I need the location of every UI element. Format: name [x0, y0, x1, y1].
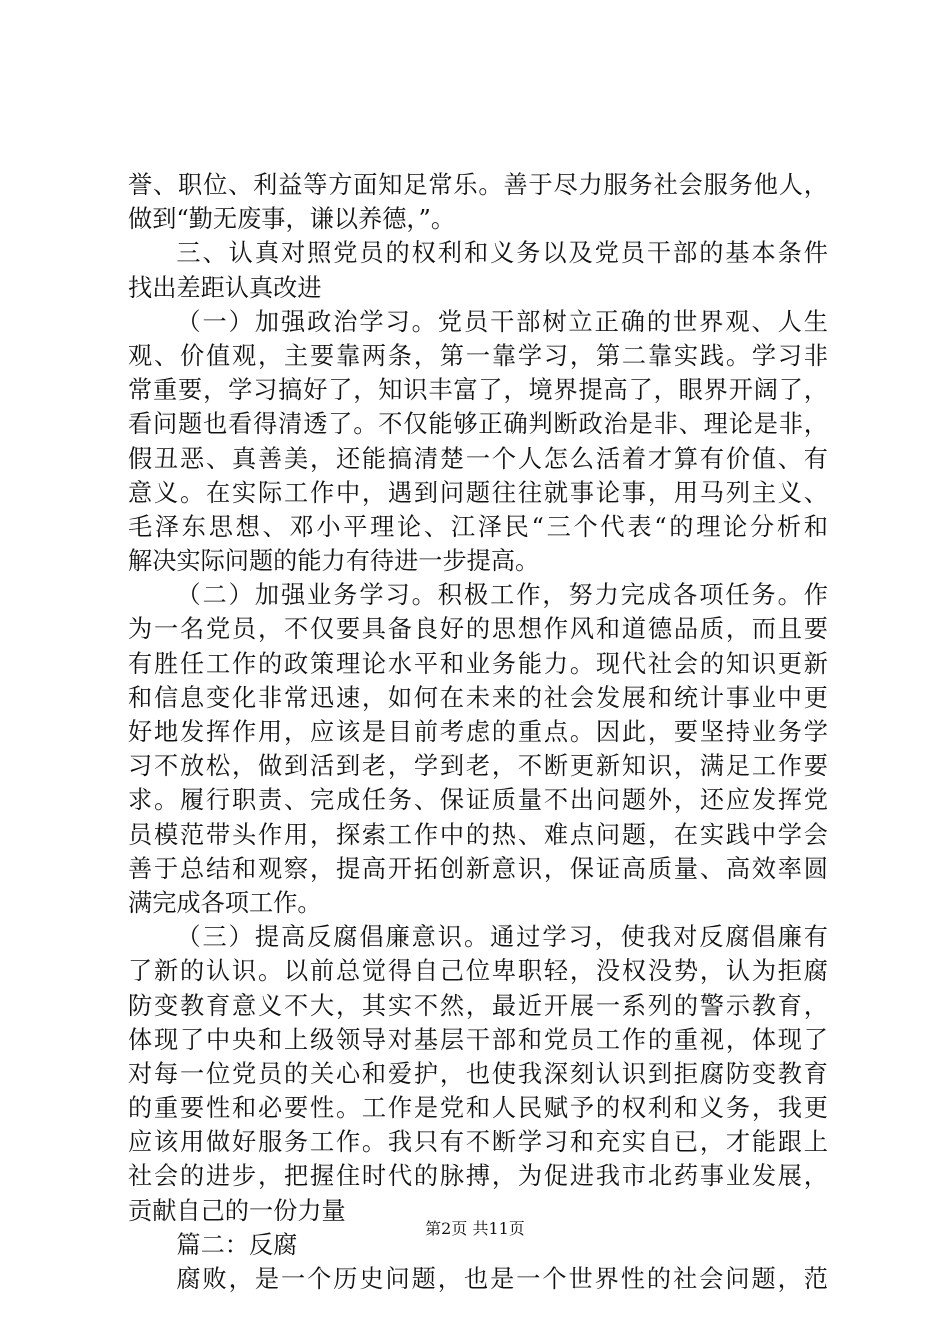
text-line: 防变教育意义不大，其实不然，最近开展一系列的警示教育， — [128, 991, 828, 1020]
text-line: 做到“勤无废事，谦以养德，”。 — [128, 205, 456, 234]
text-line: 意义。在实际工作中，遇到问题往往就事论事，用马列主义、 — [128, 478, 828, 507]
text-line: 腐败，是一个历史问题，也是一个世界性的社会问题，范 — [176, 1265, 828, 1293]
text-line: 社会的进步，把握住时代的脉搏，为促进我市北药事业发展， — [128, 1162, 828, 1191]
text-line: 和信息变化非常迅速，如何在未来的社会发展和统计事业中更 — [128, 683, 828, 712]
page-footer: 第2页 共11页 — [425, 1219, 525, 1238]
text-line: 毛泽东思想、邓小平理论、江泽民“三个代表“的理论分析和 — [128, 512, 828, 541]
text-line: 的重要性和必要性。工作是党和人民赋予的权利和义务，我更 — [128, 1094, 828, 1123]
text-line: （二）加强业务学习。积极工作，努力完成各项任务。作 — [176, 581, 828, 610]
text-line: 善于总结和观察，提高开拓创新意识，保证高质量、高效率圆 — [128, 854, 828, 883]
text-line: 有胜任工作的政策理论水平和业务能力。现代社会的知识更新 — [128, 649, 828, 678]
text-line: 篇二：反腐 — [176, 1230, 298, 1259]
text-line: 了新的认识。以前总觉得自己位卑职轻，没权没势，认为拒腐 — [128, 957, 828, 986]
text-line: 体现了中央和上级领导对基层干部和党员工作的重视，体现了 — [128, 1025, 828, 1054]
text-line: 好地发挥作用，应该是目前考虑的重点。因此，要坚持业务学 — [128, 718, 828, 746]
text-line: （一）加强政治学习。党员干部树立正确的世界观、人生 — [176, 307, 828, 336]
text-line: 找出差距认真改进 — [128, 273, 322, 302]
text-line: 观、价值观，主要靠两条，第一靠学习，第二靠实践。学习非 — [128, 341, 828, 370]
text-line: 贡献自己的一份力量 — [128, 1196, 346, 1225]
text-line: 为一名党员，不仅要具备良好的思想作风和道德品质，而且要 — [128, 615, 828, 644]
text-line: 满完成各项工作。 — [128, 888, 322, 917]
text-line: 常重要，学习搞好了，知识丰富了，境界提高了，眼界开阔了， — [128, 376, 828, 405]
text-line: 习不放松，做到活到老，学到老，不断更新知识，满足工作要 — [128, 752, 828, 781]
document-body — [128, 168, 828, 1296]
text-line: 员模范带头作用，探索工作中的热、难点问题，在实践中学会 — [128, 820, 828, 849]
text-line: 誉、职位、利益等方面知足常乐。善于尽力服务社会服务他人， — [128, 171, 828, 199]
text-line: 应该用做好服务工作。我只有不断学习和充实自已，才能跟上 — [128, 1128, 828, 1157]
text-line: 求。履行职责、完成任务、保证质量不出问题外，还应发挥党 — [128, 786, 828, 815]
text-line: 三、认真对照党员的权利和义务以及党员干部的基本条件 — [176, 239, 828, 268]
text-line: 解决实际问题的能力有待进一步提高。 — [128, 547, 540, 576]
text-line: 假丑恶、真善美，还能搞清楚一个人怎么活着才算有价值、有 — [128, 444, 828, 473]
text-line: （三）提高反腐倡廉意识。通过学习，使我对反腐倡廉有 — [176, 923, 828, 952]
text-line: 对每一位党员的关心和爱护，也使我深刻认识到拒腐防变教育 — [128, 1059, 828, 1088]
text-line: 看问题也看得清透了。不仅能够正确判断政治是非、理论是非， — [128, 410, 828, 439]
